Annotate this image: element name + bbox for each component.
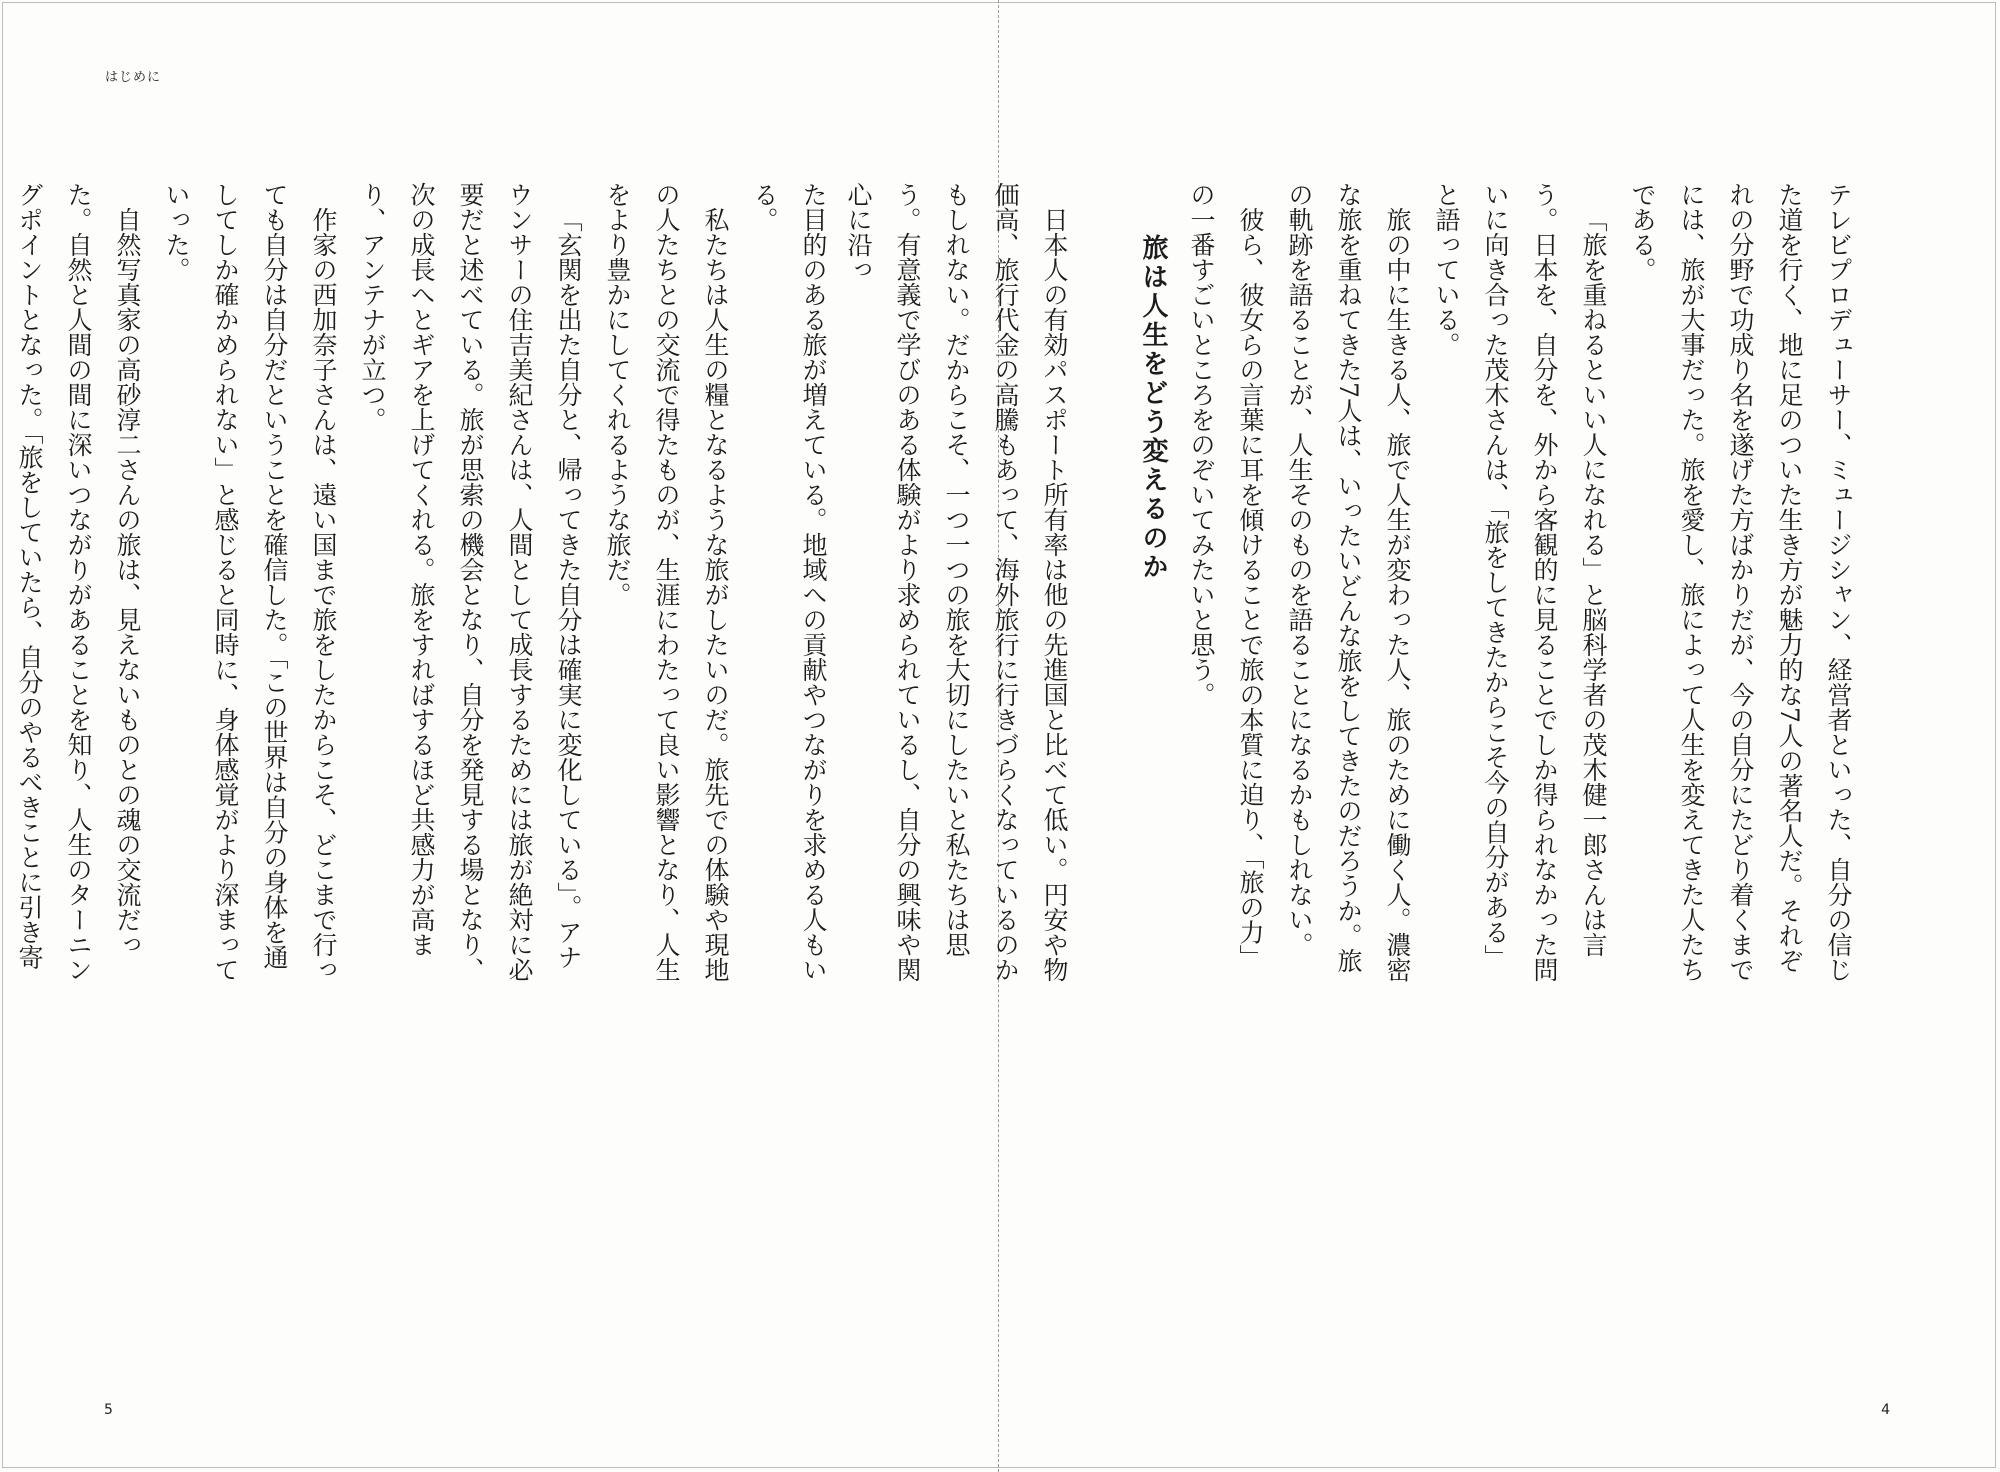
page-number: 5 [104,1402,113,1418]
paragraph: 自然写真家の高砂淳二さんの旅は、見えないものとの魂の交流だった。自然と人間の間に深いつながりがあることを知り、人生のターニングポイントとなった。「旅をしていたら、自分のやるべきことに引き寄 [15,182,142,982]
right-page [844,0,1996,1472]
paragraph: 「玄関を出た自分と、帰ってきた自分は確実に変化している」。アナウンサーの住吉美紀さんは、人間として成長するためには旅が絶対に必要だと述べている。旅が思索の機会となり、自分を発見する場となり、次の成長へとギアを上げてくれる。旅をすればするほど共感力が高まり、アンテナが立つ。 [358,182,583,982]
running-head: はじめに [105,70,162,85]
right-page-body [834,182,1863,982]
paragraph: 日本人の有効パスポート所有率は他の先進国と比べて低い。円安や物価高、旅行代金の高騰もあって、海外旅行に行きづらくなっているのかもしれない。だからこそ、一つ一つの旅を大切にしたいと私たちは思う。有意義で学びのある体験がより求められているし、自分の興味や関心に沿っ [844,182,1069,982]
paragraph: 「旅を重ねるといい人になれる」と脳科学者の茂木健一郎さんは言う。日本を、自分を、外から客観的に見ることでしか得られなかった問いに向き合った茂木さんは、「旅をしてきたからこそ今の自分がある」と語っている。 [1432,182,1608,982]
paragraph: た目的のある旅が増えている。地域への貢献やつながりを求める人もいる。 [750,182,828,982]
paragraph: 旅の中に生きる人、旅で人生が変わった人、旅のために働く人。濃密な旅を重ねてきた7人は、いったいどんな旅をしてきたのだろうか。旅の軌跡を語ることが、人生そのものを語ることになるかもしれない。 [1285,182,1412,982]
paragraph: テレビプロデューサー、ミュージシャン、経営者といった、自分の信じた道を行く、地に足のついた生き方が魅力的な7人の著名人だ。それぞれの分野で功成り名を遂げた方ばかりだが、今の自分にたどり着くまでには、旅が大事だった。旅を愛し、旅によって人生を変えてきた人たちである。 [1628,182,1853,982]
section-heading: 旅は人生をどう変えるのか [1138,234,1168,582]
paragraph: 作家の西加奈子さんは、遠い国まで旅をしたからこそ、どこまで行っても自分は自分だということを確信した。「この世界は自分の身体を通してしか確かめられない」と感じると同時に、身体感覚がより深まっていった。 [162,182,338,982]
left-page-body [0,182,838,982]
page-number: 4 [1881,1402,1890,1418]
paragraph: 私たちは人生の糧となるような旅がしたいのだ。旅先での体験や現地の人たちとの交流で得たものが、生涯にわたって良い影響となり、人生をより豊かにしてくれるような旅だ。 [603,182,730,982]
paragraph: 彼ら、彼女らの言葉に耳を傾けることで旅の本質に迫り、「旅の力」の一番すごいところをのぞいてみたいと思う。 [1187,182,1265,970]
